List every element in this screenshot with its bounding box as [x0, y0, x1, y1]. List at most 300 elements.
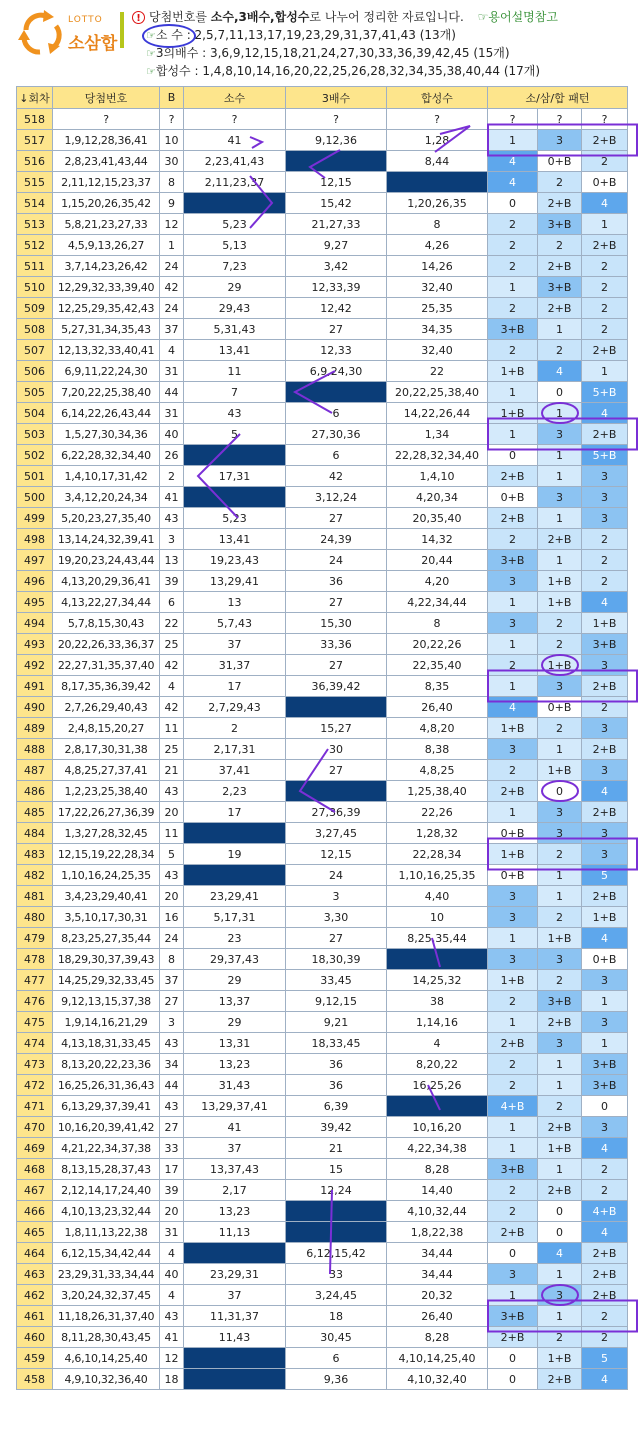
cell-prime: 7	[184, 382, 286, 403]
cell-multiple3: 12,33	[286, 340, 387, 361]
cell-bonus: 1	[160, 235, 184, 256]
cell-numbers: 12,13,32,33,40,41	[53, 340, 160, 361]
cell-round: 499	[17, 508, 53, 529]
cell-pattern-multiple3: 3	[538, 823, 582, 844]
cell-pattern-composite: 2	[582, 277, 628, 298]
cell-multiple3: 36	[286, 571, 387, 592]
cell-pattern-composite: 0+B	[582, 949, 628, 970]
cell-multiple3: 27	[286, 655, 387, 676]
cell-numbers: 10,16,20,39,41,42	[53, 1117, 160, 1138]
cell-composite: 20,22,25,38,40	[387, 382, 488, 403]
cell-pattern-composite: 2	[582, 151, 628, 172]
cell-bonus: 43	[160, 1033, 184, 1054]
cell-pattern-multiple3: 1	[538, 445, 582, 466]
cell-round: 469	[17, 1138, 53, 1159]
cell-composite: 1,34	[387, 424, 488, 445]
cell-multiple3: 3,12,24	[286, 487, 387, 508]
cell-numbers: 4,5,9,13,26,27	[53, 235, 160, 256]
cell-pattern-multiple3: 1	[538, 886, 582, 907]
cell-numbers: 4,13,20,29,36,41	[53, 571, 160, 592]
cell-pattern-composite: 1+B	[582, 613, 628, 634]
cell-pattern-multiple3: 3	[538, 676, 582, 697]
cell-pattern-prime: 1	[488, 277, 538, 298]
recycle-arrows-icon	[16, 10, 66, 56]
cell-pattern-composite: 2+B	[582, 424, 628, 445]
cell-bonus: 34	[160, 1054, 184, 1075]
table-row	[17, 844, 628, 865]
pointer-icon: ☞	[146, 29, 156, 42]
cell-round: 509	[17, 298, 53, 319]
cell-round: 459	[17, 1348, 53, 1369]
table-row	[17, 424, 628, 445]
composite-definition	[146, 62, 540, 79]
cell-composite: 34,44	[387, 1264, 488, 1285]
prime-label: 소 수	[155, 28, 183, 42]
cell-pattern-composite: 3+B	[582, 1054, 628, 1075]
cell-round: 465	[17, 1222, 53, 1243]
cell-pattern-composite: 2+B	[582, 676, 628, 697]
cell-pattern-prime: 2	[488, 529, 538, 550]
cell-multiple3: 12,42	[286, 298, 387, 319]
cell-pattern-prime: 0	[488, 445, 538, 466]
cell-round: 479	[17, 928, 53, 949]
cell-pattern-composite: 0	[582, 1096, 628, 1117]
cell-multiple3: 27	[286, 928, 387, 949]
cell-composite: 4,10,32,40	[387, 1369, 488, 1390]
col-header-composite: 합성수	[387, 87, 488, 109]
cell-multiple3: 33,36	[286, 634, 387, 655]
cell-multiple3: 9,12,36	[286, 130, 387, 151]
cell-pattern-prime: 1+B	[488, 361, 538, 382]
cell-bonus: 33	[160, 1138, 184, 1159]
cell-prime	[184, 1369, 286, 1390]
cell-pattern-composite: 3	[582, 760, 628, 781]
table-row	[17, 1243, 628, 1264]
cell-pattern-multiple3: 1	[538, 1306, 582, 1327]
cell-pattern-multiple3: 4	[538, 1243, 582, 1264]
cell-bonus: 27	[160, 991, 184, 1012]
cell-prime: 29	[184, 277, 286, 298]
cell-numbers: 4,13,18,31,33,45	[53, 1033, 160, 1054]
cell-pattern-prime: 1+B	[488, 970, 538, 991]
table-row	[17, 130, 628, 151]
cell-bonus: 11	[160, 718, 184, 739]
cell-pattern-multiple3: 2+B	[538, 256, 582, 277]
cell-prime	[184, 823, 286, 844]
cell-prime: 31,43	[184, 1075, 286, 1096]
cell-numbers: 3,4,23,29,40,41	[53, 886, 160, 907]
cell-multiple3: 36	[286, 1054, 387, 1075]
cell-round: 493	[17, 634, 53, 655]
cell-pattern-multiple3: 1	[538, 1264, 582, 1285]
cell-composite: 14,26	[387, 256, 488, 277]
cell-pattern-prime: 1+B	[488, 844, 538, 865]
cell-pattern-composite: 2	[582, 1306, 628, 1327]
cell-pattern-prime: 1	[488, 634, 538, 655]
table-row	[17, 487, 628, 508]
cell-bonus: 9	[160, 193, 184, 214]
cell-prime: 2,17,31	[184, 739, 286, 760]
cell-bonus: 3	[160, 1012, 184, 1033]
cell-pattern-composite: 3+B	[582, 1075, 628, 1096]
cell-prime: 17	[184, 676, 286, 697]
cell-multiple3: 30	[286, 739, 387, 760]
cell-prime: 2,23,41,43	[184, 151, 286, 172]
cell-numbers: 22,27,31,35,37,40	[53, 655, 160, 676]
cell-prime: 2	[184, 718, 286, 739]
cell-round: 485	[17, 802, 53, 823]
table-row	[17, 676, 628, 697]
cell-pattern-multiple3: 2	[538, 970, 582, 991]
cell-round: 498	[17, 529, 53, 550]
table-row	[17, 340, 628, 361]
cell-pattern-multiple3: 3+B	[538, 991, 582, 1012]
cell-prime	[184, 1348, 286, 1369]
cell-composite: 1,14,16	[387, 1012, 488, 1033]
cell-pattern-multiple3: 1+B	[538, 655, 582, 676]
cell-numbers: 9,12,13,15,37,38	[53, 991, 160, 1012]
cell-composite: 4,8,25	[387, 760, 488, 781]
cell-pattern-prime: 2	[488, 214, 538, 235]
cell-round: 484	[17, 823, 53, 844]
table-row	[17, 865, 628, 886]
cell-pattern-composite: 3+B	[582, 634, 628, 655]
cell-round: 472	[17, 1075, 53, 1096]
cell-composite: 1,8,22,38	[387, 1222, 488, 1243]
cell-bonus: 20	[160, 886, 184, 907]
cell-bonus: 40	[160, 424, 184, 445]
cell-numbers: 4,13,22,27,34,44	[53, 592, 160, 613]
cell-prime	[184, 487, 286, 508]
table-row	[17, 151, 628, 172]
cell-prime: 29	[184, 970, 286, 991]
cell-pattern-prime: 2	[488, 298, 538, 319]
cell-composite: 22,26	[387, 802, 488, 823]
cell-numbers: 6,9,11,22,24,30	[53, 361, 160, 382]
cell-pattern-multiple3: 0	[538, 1222, 582, 1243]
cell-pattern-prime: 3	[488, 613, 538, 634]
cell-composite: 4,10,32,44	[387, 1201, 488, 1222]
cell-pattern-multiple3: 1+B	[538, 1348, 582, 1369]
cell-bonus: 18	[160, 1369, 184, 1390]
cell-composite: 8,35	[387, 676, 488, 697]
cell-prime: 19,23,43	[184, 550, 286, 571]
cell-round: 507	[17, 340, 53, 361]
table-row	[17, 445, 628, 466]
cell-multiple3: 6,9,24,30	[286, 361, 387, 382]
cell-composite: 14,32	[387, 529, 488, 550]
cell-bonus: 41	[160, 1327, 184, 1348]
cell-pattern-composite: 2+B	[582, 1264, 628, 1285]
cell-composite: 8,20,22	[387, 1054, 488, 1075]
cell-pattern-prime: 2	[488, 655, 538, 676]
cell-composite: 8	[387, 613, 488, 634]
cell-bonus: 24	[160, 298, 184, 319]
table-row	[17, 256, 628, 277]
cell-multiple3: 21,27,33	[286, 214, 387, 235]
cell-pattern-composite: 4	[582, 592, 628, 613]
cell-pattern-prime: 2	[488, 340, 538, 361]
cell-pattern-prime: 3+B	[488, 319, 538, 340]
cell-pattern-composite: 2	[582, 1327, 628, 1348]
cell-pattern-composite: 5	[582, 1348, 628, 1369]
cell-pattern-composite: 3	[582, 1012, 628, 1033]
cell-pattern-composite: 1+B	[582, 907, 628, 928]
cell-bonus: 4	[160, 676, 184, 697]
cell-prime: 29	[184, 1012, 286, 1033]
cell-pattern-multiple3: 1	[538, 1054, 582, 1075]
cell-bonus: 43	[160, 781, 184, 802]
cell-pattern-prime: 3	[488, 571, 538, 592]
logo-small-text: LOTTO	[68, 15, 103, 25]
cell-multiple3: 27	[286, 592, 387, 613]
cell-multiple3: 6	[286, 445, 387, 466]
cell-pattern-multiple3: 1	[538, 1075, 582, 1096]
cell-pattern-prime: 1+B	[488, 403, 538, 424]
cell-numbers: 2,8,17,30,31,38	[53, 739, 160, 760]
cell-round: 506	[17, 361, 53, 382]
cell-multiple3: 9,21	[286, 1012, 387, 1033]
cell-bonus: 20	[160, 1201, 184, 1222]
cell-pattern-composite: 2	[582, 1180, 628, 1201]
cell-prime: 2,7,29,43	[184, 697, 286, 718]
table-row	[17, 382, 628, 403]
cell-prime: 5,23	[184, 214, 286, 235]
cell-bonus: 43	[160, 508, 184, 529]
cell-numbers: 1,4,10,17,31,42	[53, 466, 160, 487]
col-header-round[interactable]: ↓회차	[17, 87, 53, 109]
cell-numbers: 1,3,27,28,32,45	[53, 823, 160, 844]
table-row	[17, 1012, 628, 1033]
prime-definition	[146, 26, 456, 43]
cell-bonus: 6	[160, 592, 184, 613]
table-row	[17, 760, 628, 781]
cell-numbers: 17,22,26,27,36,39	[53, 802, 160, 823]
cell-composite: 4,8,20	[387, 718, 488, 739]
cell-round: 501	[17, 466, 53, 487]
cell-prime: 41	[184, 130, 286, 151]
cell-pattern-composite: 4	[582, 403, 628, 424]
cell-pattern-multiple3: 3	[538, 949, 582, 970]
cell-composite: 14,25,32	[387, 970, 488, 991]
prime-value: : 2,5,7,11,13,17,19,23,29,31,37,41,43 (13개)	[182, 28, 456, 42]
cell-round: 476	[17, 991, 53, 1012]
cell-composite: 16,25,26	[387, 1075, 488, 1096]
cell-numbers: 4,10,13,23,32,44	[53, 1201, 160, 1222]
cell-pattern-prime: 1	[488, 802, 538, 823]
cell-pattern-multiple3: 1+B	[538, 928, 582, 949]
cell-pattern-composite: 2+B	[582, 739, 628, 760]
cell-prime: 13	[184, 592, 286, 613]
cell-multiple3: 3,24,45	[286, 1285, 387, 1306]
cell-prime: 2,11,23,37	[184, 172, 286, 193]
composite-value: : 1,4,8,10,14,16,20,22,25,26,28,32,34,35,38,40,44 (17개)	[190, 64, 541, 78]
cell-pattern-composite: 5	[582, 865, 628, 886]
cell-bonus: 42	[160, 697, 184, 718]
cell-pattern-prime: 0	[488, 193, 538, 214]
cell-bonus: 30	[160, 151, 184, 172]
table-row	[17, 1033, 628, 1054]
cell-pattern-prime: 2	[488, 1201, 538, 1222]
cell-round: 467	[17, 1180, 53, 1201]
cell-bonus: 13	[160, 550, 184, 571]
cell-pattern-composite: 2	[582, 697, 628, 718]
cell-pattern-composite: 3	[582, 487, 628, 508]
cell-pattern-multiple3: 2	[538, 907, 582, 928]
cell-multiple3: 9,12,15	[286, 991, 387, 1012]
cell-pattern-prime: 4+B	[488, 1096, 538, 1117]
cell-numbers: 3,5,10,17,30,31	[53, 907, 160, 928]
cell-round: 518	[17, 109, 53, 130]
cell-numbers: ?	[53, 109, 160, 130]
cell-multiple3: 15,27	[286, 718, 387, 739]
pointer-icon: ☞	[146, 65, 156, 78]
cell-composite: 34,44	[387, 1243, 488, 1264]
cell-composite: 38	[387, 991, 488, 1012]
cell-prime: 5,7,43	[184, 613, 286, 634]
cell-composite: ?	[387, 109, 488, 130]
cell-numbers: 1,5,27,30,34,36	[53, 424, 160, 445]
cell-pattern-composite: 4	[582, 1369, 628, 1390]
cell-multiple3: 33	[286, 1264, 387, 1285]
cell-pattern-composite: 5+B	[582, 382, 628, 403]
glossary-link[interactable]	[478, 10, 558, 24]
cell-composite: 8,44	[387, 151, 488, 172]
cell-pattern-multiple3: 2+B	[538, 1117, 582, 1138]
table-row	[17, 277, 628, 298]
table-row	[17, 970, 628, 991]
cell-composite: 22,35,40	[387, 655, 488, 676]
cell-prime: 11	[184, 361, 286, 382]
intro-prefix: 당첨번호를	[149, 10, 211, 24]
cell-round: 508	[17, 319, 53, 340]
cell-round: 464	[17, 1243, 53, 1264]
cell-bonus: 39	[160, 571, 184, 592]
cell-multiple3	[286, 382, 387, 403]
cell-pattern-prime: 0+B	[488, 487, 538, 508]
cell-bonus: 8	[160, 172, 184, 193]
cell-numbers: 5,27,31,34,35,43	[53, 319, 160, 340]
table-row	[17, 235, 628, 256]
cell-prime: 5,17,31	[184, 907, 286, 928]
cell-round: 502	[17, 445, 53, 466]
table-row	[17, 928, 628, 949]
cell-round: 516	[17, 151, 53, 172]
cell-round: 517	[17, 130, 53, 151]
cell-bonus: ?	[160, 109, 184, 130]
cell-round: 511	[17, 256, 53, 277]
cell-pattern-prime: 3+B	[488, 1159, 538, 1180]
cell-pattern-prime: 4	[488, 697, 538, 718]
cell-pattern-multiple3: 1+B	[538, 1138, 582, 1159]
pointer-icon: ☞	[146, 47, 156, 60]
cell-composite: 4,10,14,25,40	[387, 1348, 488, 1369]
cell-pattern-prime: 2	[488, 235, 538, 256]
page-header	[0, 0, 644, 86]
cell-bonus: 17	[160, 1159, 184, 1180]
cell-pattern-composite: 1	[582, 1033, 628, 1054]
cell-pattern-multiple3: 3	[538, 1285, 582, 1306]
cell-bonus: 25	[160, 634, 184, 655]
cell-pattern-multiple3: 3	[538, 802, 582, 823]
cell-composite	[387, 172, 488, 193]
cell-pattern-multiple3: 1	[538, 319, 582, 340]
cell-bonus: 27	[160, 1117, 184, 1138]
cell-composite: 1,4,10	[387, 466, 488, 487]
cell-round: 458	[17, 1369, 53, 1390]
cell-numbers: 5,8,21,23,27,33	[53, 214, 160, 235]
cell-bonus: 37	[160, 319, 184, 340]
cell-pattern-composite: 4	[582, 1138, 628, 1159]
cell-pattern-prime: 2	[488, 1054, 538, 1075]
cell-round: 495	[17, 592, 53, 613]
cell-pattern-multiple3: 2	[538, 340, 582, 361]
cell-round: 510	[17, 277, 53, 298]
cell-bonus: 11	[160, 823, 184, 844]
cell-pattern-prime: 1+B	[488, 718, 538, 739]
cell-pattern-composite: 2	[582, 1159, 628, 1180]
cell-pattern-prime: 3+B	[488, 1306, 538, 1327]
cell-bonus: 20	[160, 802, 184, 823]
cell-composite: 1,25,38,40	[387, 781, 488, 802]
cell-bonus: 26	[160, 445, 184, 466]
cell-prime: ?	[184, 109, 286, 130]
cell-numbers: 16,25,26,31,36,43	[53, 1075, 160, 1096]
cell-bonus: 42	[160, 655, 184, 676]
cell-pattern-composite: 3	[582, 655, 628, 676]
table-row	[17, 718, 628, 739]
cell-numbers: 12,15,19,22,28,34	[53, 844, 160, 865]
cell-prime: 5,23	[184, 508, 286, 529]
alert-icon: !	[132, 11, 145, 24]
cell-numbers: 1,9,12,28,36,41	[53, 130, 160, 151]
cell-composite: 1,10,16,25,35	[387, 865, 488, 886]
cell-prime: 17,31	[184, 466, 286, 487]
logo-divider	[120, 12, 124, 48]
multiple3-value: : 3,6,9,12,15,18,21,24,27,30,33,36,39,42,45 (15개)	[198, 46, 510, 60]
table-row	[17, 214, 628, 235]
cell-bonus: 22	[160, 613, 184, 634]
table-row	[17, 1201, 628, 1222]
cell-multiple3	[286, 697, 387, 718]
cell-pattern-multiple3: 2	[538, 844, 582, 865]
cell-numbers: 2,7,26,29,40,43	[53, 697, 160, 718]
table-row	[17, 1306, 628, 1327]
col-header-multiple3: 3배수	[286, 87, 387, 109]
cell-numbers: 6,14,22,26,43,44	[53, 403, 160, 424]
cell-round: 475	[17, 1012, 53, 1033]
cell-pattern-prime: 2	[488, 991, 538, 1012]
cell-bonus: 43	[160, 865, 184, 886]
multiple3-definition	[146, 44, 510, 61]
cell-prime: 23,29,31	[184, 1264, 286, 1285]
cell-multiple3: 12,24	[286, 1180, 387, 1201]
cell-composite	[387, 949, 488, 970]
table-row	[17, 613, 628, 634]
cell-prime: 29,37,43	[184, 949, 286, 970]
table-row	[17, 655, 628, 676]
table-row	[17, 172, 628, 193]
cell-multiple3: 24	[286, 550, 387, 571]
cell-round: 468	[17, 1159, 53, 1180]
cell-numbers: 1,9,14,16,21,29	[53, 1012, 160, 1033]
table-row	[17, 1327, 628, 1348]
cell-prime: 13,23	[184, 1201, 286, 1222]
cell-numbers: 13,14,24,32,39,41	[53, 529, 160, 550]
cell-pattern-prime: 2+B	[488, 1222, 538, 1243]
cell-composite: 8,25,35,44	[387, 928, 488, 949]
cell-bonus: 43	[160, 1306, 184, 1327]
